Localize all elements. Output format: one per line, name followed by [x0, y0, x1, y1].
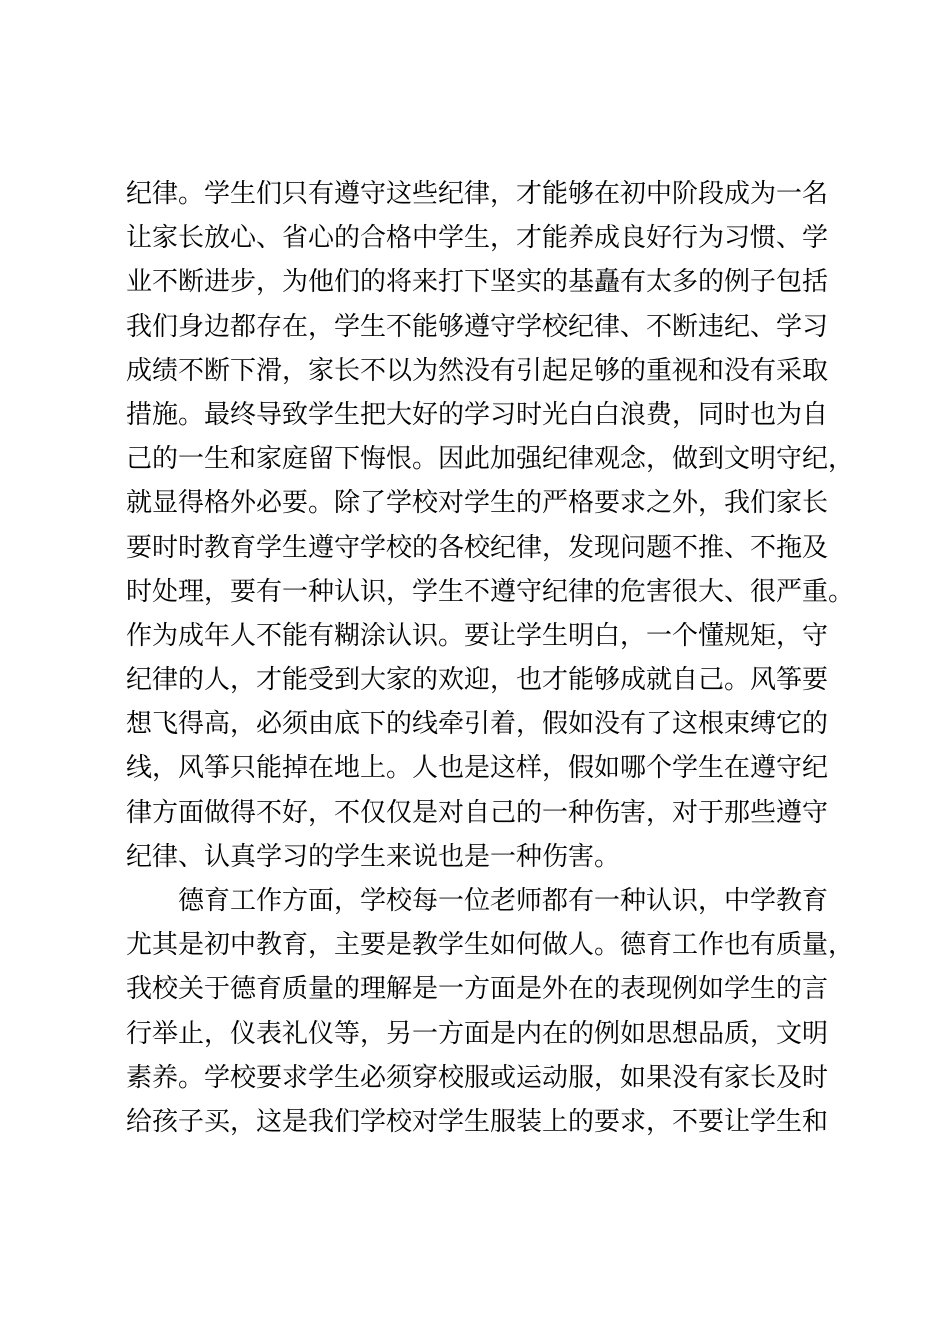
- text-line: 给孩子买，这是我们学校对学生服装上的要求，不要让学生和: [126, 1106, 829, 1137]
- text-line: 己的一生和家庭留下悔恨。因此加强纪律观念，做到文明守纪，: [126, 444, 855, 475]
- text-line: 作为成年人不能有糊涂认识。要让学生明白，一个懂规矩，守: [126, 620, 829, 651]
- text-line: 让家长放心、省心的合格中学生，才能养成良好行为习惯、学: [126, 223, 829, 254]
- text-line: 业不断进步，为他们的将来打下坚实的基矗有太多的例子包括: [126, 267, 829, 298]
- text-line: 尤其是初中教育，主要是教学生如何做人。德育工作也有质量，: [126, 930, 855, 961]
- text-line: 纪律的人，才能受到大家的欢迎，也才能够成就自己。风筝要: [126, 665, 829, 696]
- paragraph: [126, 172, 861, 879]
- text-line: 我们身边都存在，学生不能够遵守学校纪律、不断违纪、学习: [126, 311, 829, 342]
- paragraph: [126, 879, 861, 1144]
- text-line: 时处理，要有一种认识，学生不遵守纪律的危害很大、很严重。: [126, 576, 855, 607]
- text-line: 措施。最终导致学生把大好的学习时光白白浪费，同时也为自: [126, 399, 829, 430]
- text-line: 德育工作方面，学校每一位老师都有一种认识，中学教育: [178, 886, 829, 916]
- text-line: 我校关于德育质量的理解是一方面是外在的表现例如学生的言: [126, 974, 829, 1005]
- text-line: 行举止，仪表礼仪等，另一方面是内在的例如思想品质，文明: [126, 1018, 829, 1049]
- text-line: 律方面做得不好，不仅仅是对自己的一种伤害，对于那些遵守: [126, 797, 829, 828]
- text-line: 纪律。学生们只有遵守这些纪律，才能够在初中阶段成为一名: [126, 179, 829, 209]
- text-line: 纪律、认真学习的学生来说也是一种伤害。: [126, 841, 621, 872]
- text-line: 素养。学校要求学生必须穿校服或运动服，如果没有家长及时: [126, 1062, 829, 1093]
- body-text: [126, 172, 861, 1144]
- text-line: 想飞得高，必须由底下的线牵引着，假如没有了这根束缚它的: [126, 709, 829, 740]
- text-line: 成绩不断下滑，家长不以为然没有引起足够的重视和没有采取: [126, 355, 829, 386]
- text-line: 就显得格外必要。除了学校对学生的严格要求之外，我们家长: [126, 488, 829, 519]
- text-line: 要时时教育学生遵守学校的各校纪律，发现问题不推、不拖及: [126, 532, 829, 563]
- text-line: 线，风筝只能掉在地上。人也是这样，假如哪个学生在遵守纪: [126, 753, 829, 784]
